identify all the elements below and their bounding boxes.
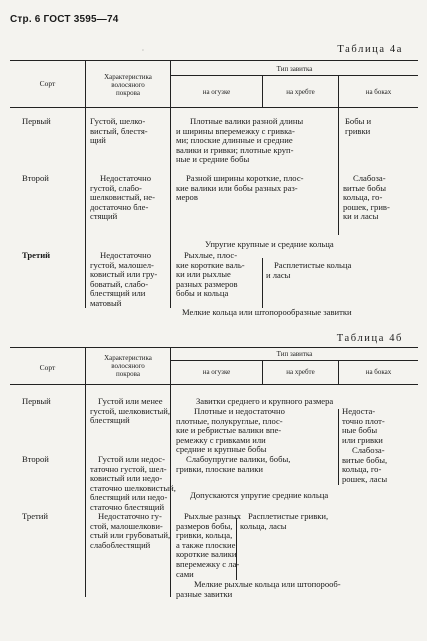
text-line: Плотные валики разной длины [190, 116, 304, 126]
text-line: матовый [90, 297, 122, 308]
text-line: Плотные и недостаточно [194, 406, 285, 416]
text-line: кие короткие валь- [176, 259, 245, 270]
table-4a-caption: Таблица 4а [337, 44, 403, 55]
text-line: Слабоза- [352, 445, 385, 455]
text-line: ковистый или недо- [90, 473, 163, 484]
text-line: ми; плоские длинные и средние [176, 135, 293, 146]
table-4b-head-bokah: на боках [365, 368, 392, 376]
table-4a-head-oguzke: на огузке [202, 88, 231, 96]
head-char-line: Характеристика [104, 73, 152, 81]
text-line: кие валики или бобы разных раз- [176, 182, 298, 193]
text-line: ные и средние бобы [176, 154, 250, 165]
text-line: Густой, шелко- [90, 116, 146, 126]
text-line: Слабоупругие валики, бобы, [186, 454, 291, 464]
table-4b-top-rule [10, 347, 418, 348]
table-4b-row2-merged: Допускаются упругие средние кольца [190, 490, 329, 500]
table-4a-top-rule [10, 60, 418, 61]
table-4b-row3-hrebte-bokah [240, 512, 328, 531]
text-line: слабоблестящий [90, 539, 151, 550]
text-line: Расплетистые гривки, [248, 511, 329, 521]
text-line: гривки, кольца, [176, 530, 233, 541]
text-line: или гривки [342, 434, 383, 445]
table-4b-row3-merged-line-2: разные завитки [176, 589, 233, 599]
text-line: шелковистый, не- [90, 192, 155, 203]
table-4b-type-rule [170, 360, 418, 361]
text-line: рошек, ласы [342, 473, 388, 484]
table-4b-head-zavitok-type: Тип завитка [276, 350, 313, 358]
text-line: статочно блестящий [90, 501, 165, 512]
text-line: гривки [345, 125, 371, 136]
head-char-line: покрова [116, 89, 140, 97]
table-4a-row3-characteristic [90, 251, 157, 309]
text-line: Слабоза- [353, 173, 386, 183]
text-line: бобы и кольца [176, 288, 229, 299]
table-4a-head-bokah: на боках [365, 88, 392, 96]
text-line: ремежку с гривками или [176, 434, 266, 445]
text-line: Густой или менее [98, 396, 163, 406]
page-header: Стр. 6 ГОСТ 3595—74 [10, 14, 119, 25]
text-line: рошек, грив- [343, 201, 390, 212]
text-line: короткие валики [176, 549, 237, 560]
table-4a-row1-characteristic [90, 117, 148, 146]
text-line: витые бобы, [342, 454, 388, 465]
text-line: точно плот- [342, 415, 385, 426]
text-line: Рыхлые, плос- [184, 250, 238, 260]
text-line: кольца, го- [342, 464, 382, 475]
text-line: вистый, блестя- [90, 125, 148, 136]
text-line: Недоста- [342, 406, 376, 416]
text-line: кие и ребристые валики впе- [176, 425, 282, 436]
table-4a-vline-1 [85, 60, 86, 308]
text-line: Недостаточно гу- [98, 511, 162, 521]
table-4a-row1-sort: Первый [22, 116, 51, 126]
text-line: и ласы [266, 269, 291, 280]
table-4b-row1-bokah [342, 407, 385, 445]
table-4a-row1-bokah [345, 117, 371, 136]
text-line: размеров бобы, [176, 520, 233, 531]
head-char-line: Характеристика [104, 354, 152, 362]
text-line: вперемежку с ла- [176, 558, 240, 569]
table-4a-row1-oguzke-hrebte [176, 117, 303, 165]
table-4b-row1-characteristic [90, 397, 170, 426]
table-4a-type-rule [170, 75, 418, 76]
text-line: Недостаточно [100, 250, 151, 260]
head-char-line: волосяного [111, 81, 145, 89]
text-line: ки или рыхлые [176, 269, 231, 280]
table-4b-row3-oguzke [176, 512, 241, 579]
text-line: Рыхлые разных [184, 511, 242, 521]
table-4b-row3-sort: Третий [22, 511, 48, 521]
text-line: кольца, ласы [240, 520, 287, 531]
table-4b-head-oguzke: на огузке [202, 368, 231, 376]
text-line: щий [90, 135, 106, 146]
table-4b-row3-merged-line-1: Мелкие рыхлые кольца или штопорооб- [194, 579, 341, 589]
table-4b-row1-merged: Завитки среднего и крупного размера [196, 396, 334, 406]
table-4b-vline-1 [85, 347, 86, 597]
table-4b-row1-sort: Первый [22, 396, 51, 406]
text-line: густой, слабо- [90, 182, 142, 193]
text-line: достаточно бле- [90, 201, 149, 212]
head-char-line: покрова [116, 370, 140, 378]
table-4b-head-sort: Сорт [39, 363, 56, 372]
text-line: Бобы и [345, 116, 372, 126]
text-line: плотные, полукруглые, плос- [176, 415, 283, 426]
table-4b-header-rule [10, 384, 418, 385]
text-line: ковистый или гру- [90, 269, 158, 280]
table-4a-head-hrebte: на хребте [286, 88, 315, 96]
table-4a-row2-merged: Упругие крупные и средние кольца [205, 239, 334, 249]
table-4a-head-sort: Сорт [39, 79, 56, 88]
text-line: блестящий или недо- [90, 492, 168, 503]
table-4a-vline-2 [170, 60, 171, 308]
table-4b-vline-4-body [338, 409, 339, 485]
text-line: густой, шелковистый, [90, 405, 170, 416]
table-4b-row2-sort: Второй [22, 454, 49, 464]
table-4a-row3-merged: Мелкие кольца или штопорообразные завитки [182, 307, 352, 317]
table-4b-row2-bokah [342, 446, 387, 484]
head-char-line: волосяного [111, 362, 145, 370]
text-line: разных размеров [176, 278, 238, 289]
table-4a-row2-sort: Второй [22, 173, 49, 183]
table-4a-row3-oguzke [176, 251, 245, 299]
text-line: стящий [90, 211, 118, 222]
table-4b-row1-oguzke-hrebte [176, 407, 285, 455]
table-4a-header-rule [10, 107, 418, 108]
table-4b-caption: Таблица 4б [336, 333, 403, 344]
table-4a-vline-4-body [338, 107, 339, 235]
scan-speck: ˑ [142, 47, 144, 55]
text-line: таточно густой, шел- [90, 463, 167, 474]
text-line: Густой или недос- [98, 454, 165, 464]
table-4a-row2-characteristic [90, 174, 155, 222]
text-line: гривки, плоские валики [176, 463, 263, 474]
table-4a-row2-oguzke-hrebte [176, 174, 304, 203]
table-4b-row2-characteristic [90, 455, 176, 513]
text-line: средние и крупные бобы [176, 444, 267, 455]
table-4b-row2-oguzke-hrebte [176, 455, 290, 474]
table-4a-row3-sort: Третий [22, 250, 51, 260]
text-line: стой, малошелкови- [90, 520, 163, 531]
text-line: кольца, го- [343, 192, 383, 203]
text-line: ные бобы [342, 425, 378, 436]
table-4a-head-zavitok-type: Тип завитка [276, 65, 313, 73]
text-line: Недостаточно [100, 173, 151, 183]
table-4b-head-hrebte: на хребте [286, 368, 315, 376]
text-line: меров [176, 192, 198, 203]
text-line: и ширины вперемежку с гривка- [176, 125, 295, 136]
text-line: ки и ласы [343, 211, 379, 222]
text-line: валики и гривки; плотные круп- [176, 144, 294, 155]
table-4b-row3-characteristic [90, 512, 170, 550]
table-4a-row3-hrebte-bokah [266, 260, 352, 280]
text-line: статочно шелковистый, [90, 482, 176, 493]
text-line: Расплетистые кольца [274, 260, 352, 270]
table-4a-row2-bokah [343, 174, 390, 222]
table-4a-head-characteristic [86, 73, 170, 97]
text-line: стый или грубоватый, [90, 530, 171, 541]
text-line: а также плоские [176, 539, 236, 550]
text-line: сами [176, 568, 194, 579]
table-4a-vline-3-row3 [262, 258, 263, 308]
text-line: блестящий [90, 415, 130, 426]
text-line: Разной ширины короткие, плос- [186, 173, 304, 183]
text-line: витые бобы [343, 182, 386, 193]
text-line: боватый, слабо- [90, 278, 149, 289]
text-line: блестящий или [90, 288, 146, 299]
table-4b-head-characteristic [86, 354, 170, 378]
text-line: густой, малошел- [90, 259, 154, 270]
